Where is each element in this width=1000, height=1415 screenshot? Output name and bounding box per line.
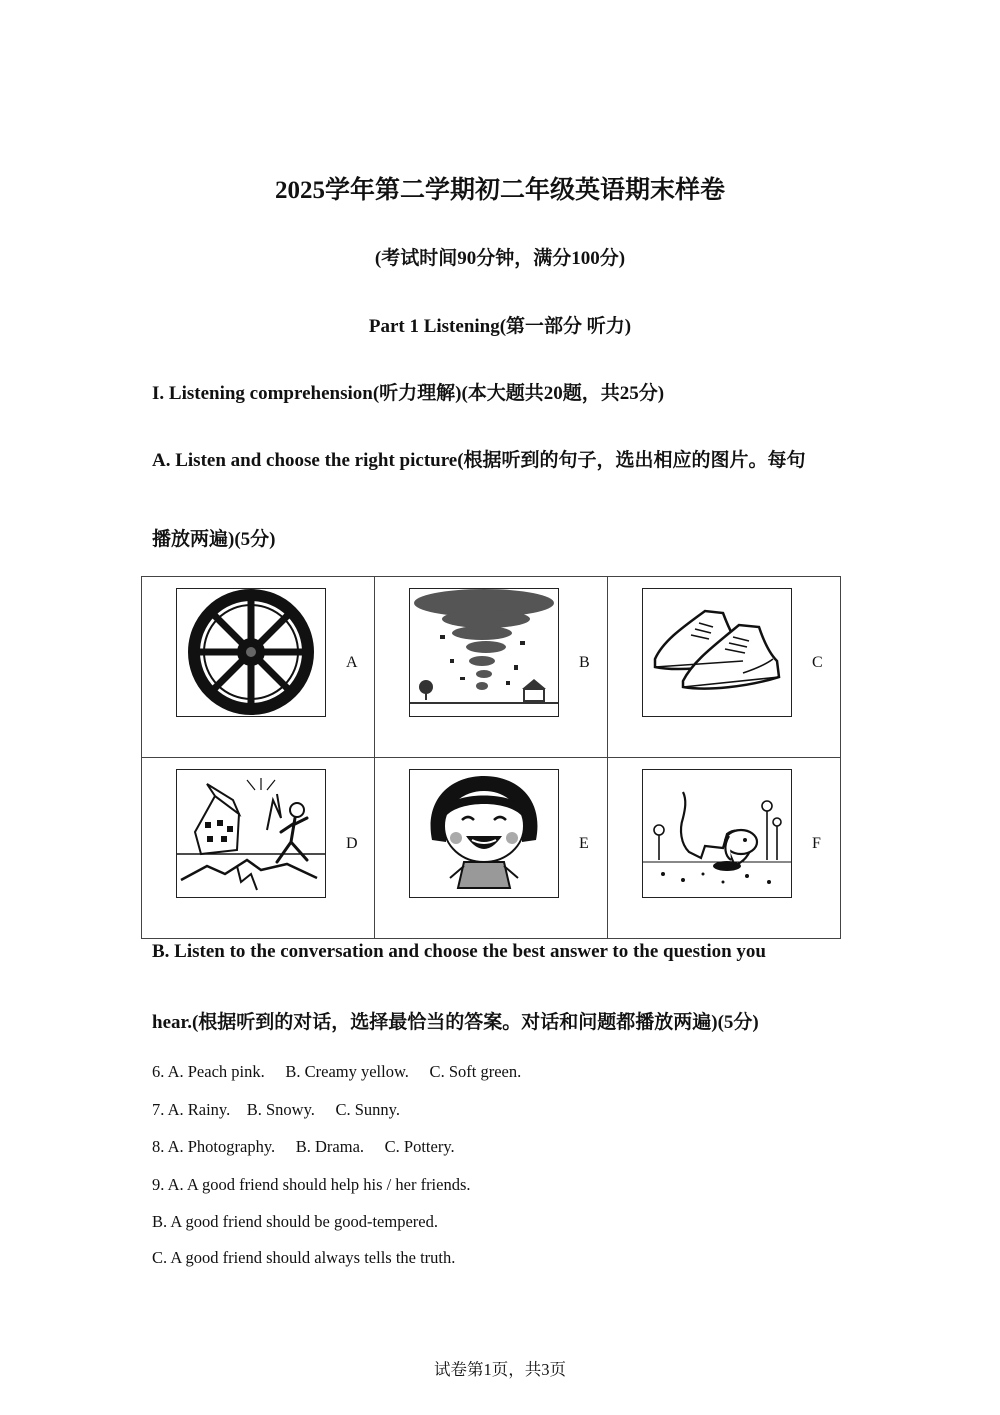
section-a-instruction-line2: 播放两遍)(5分) [152,529,276,550]
picture-label-e: E [579,835,589,852]
picture-table [141,576,841,939]
question-9-option-a: 9. A. A good friend should help his / her friends. [152,1175,471,1194]
section-b-instruction-line1: B. Listen to the conversation and choose the best answer to the question you [152,941,767,962]
section-a-instruction-line1: A. Listen and choose the right picture(根据听到的句子，选出相应的图片。每句 [152,450,806,471]
question-6: 6. A. Peach pink. B. Creamy yellow. C. Soft green. [152,1062,522,1081]
picture-cell-b [375,577,608,758]
section-b-instruction-line2: hear.(根据听到的对话，选择最恰当的答案。对话和问题都播放两遍)(5分) [152,1012,759,1033]
picture-cell-d [142,758,375,939]
sneakers-icon [642,588,792,717]
picture-label-a: A [346,654,358,671]
wagon-wheel-icon [176,588,326,717]
question-7: 7. A. Rainy. B. Snowy. C. Sunny. [152,1100,400,1119]
exam-subtitle: (考试时间90分钟，满分100分) [374,248,626,269]
picture-label-d: D [346,835,358,852]
picture-cell-c [608,577,841,758]
tornado-icon [409,588,559,717]
picture-cell-e [375,758,608,939]
question-9-option-c: C. A good friend should always tells the truth. [152,1248,456,1267]
page-footer: 试卷第1页，共3页 [434,1360,566,1379]
picture-label-c: C [812,654,823,671]
exam-title: 2025学年第二学期初二年级英语期末样卷 [274,177,725,204]
digging-puppy-icon [642,769,792,898]
laughing-girl-icon [409,769,559,898]
part-heading: Part 1 Listening(第一部分 听力) [368,316,632,337]
earthquake-icon [176,769,326,898]
picture-label-f: F [812,835,821,852]
question-9-option-b: B. A good friend should be good-tempered. [152,1212,438,1231]
picture-label-b: B [579,654,590,671]
section-heading: I. Listening comprehension(听力理解)(本大题共20题，共25分) [152,383,665,404]
picture-cell-a [142,577,375,758]
picture-cell-f [608,758,841,939]
question-8: 8. A. Photography. B. Drama. C. Pottery. [152,1137,455,1156]
